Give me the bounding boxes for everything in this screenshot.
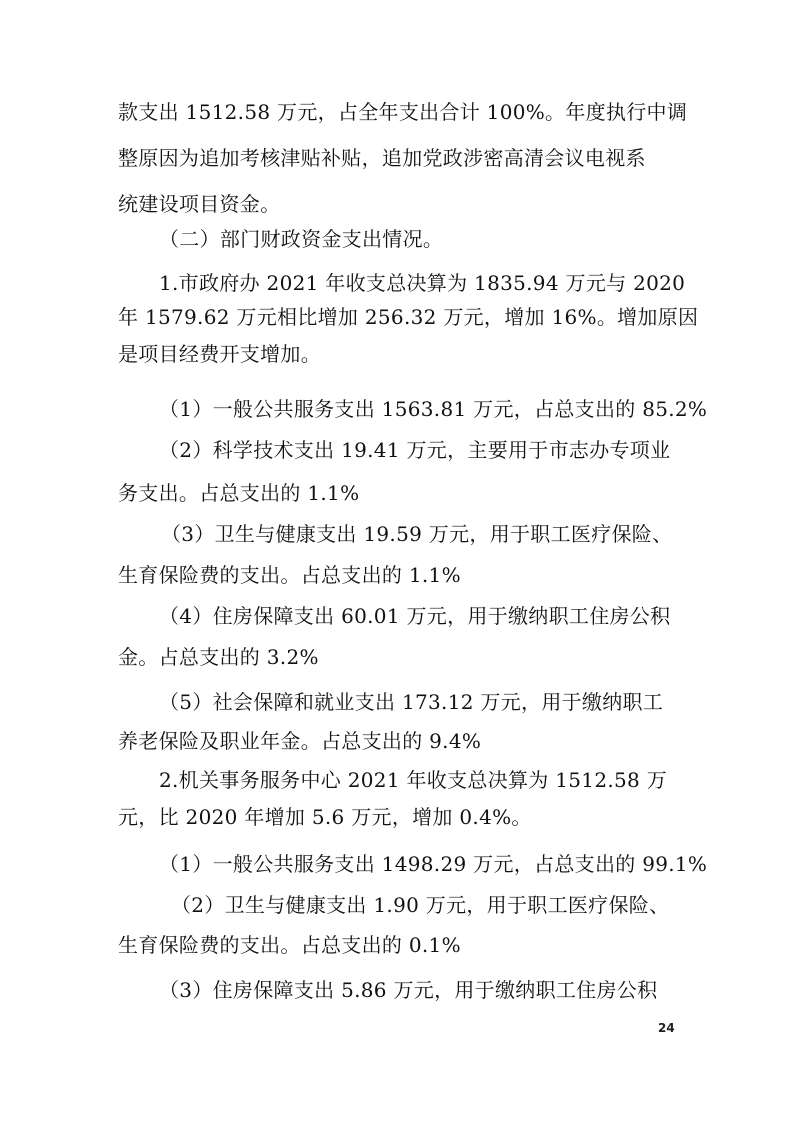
text-line: 年 1579.62 万元相比增加 256.32 万元，增加 16%。增加原因 xyxy=(118,305,699,329)
text-line: 2.机关事务服务中心 2021 年收支总决算为 1512.58 万 xyxy=(159,768,668,792)
text-line: （1）一般公共服务支出 1563.81 万元，占总支出的 85.2% xyxy=(159,397,708,421)
text-line: 1.市政府办 2021 年收支总决算为 1835.94 万元与 2020 xyxy=(159,271,686,295)
page-number: 24 xyxy=(658,1021,675,1035)
text-line: （2）卫生与健康支出 1.90 万元，用于职工医疗保险、 xyxy=(171,893,670,917)
text-line: （4）住房保障支出 60.01 万元，用于缴纳职工住房公积 xyxy=(159,604,671,628)
text-line: 金。占总支出的 3.2% xyxy=(118,645,319,669)
section-heading: （二）部门财政资金支出情况。 xyxy=(159,227,444,251)
text-line: 生育保险费的支出。占总支出的 1.1% xyxy=(118,563,461,587)
text-line: （2）科学技术支出 19.41 万元，主要用于市志办专项业 xyxy=(159,438,671,462)
text-line: （3）住房保障支出 5.86 万元，用于缴纳职工住房公积 xyxy=(159,978,658,1002)
text-line: （3）卫生与健康支出 19.59 万元，用于职工医疗保险、 xyxy=(161,522,673,546)
text-line: （5）社会保障和就业支出 173.12 万元，用于缴纳职工 xyxy=(159,690,664,714)
text-line: 是项目经费开支增加。 xyxy=(118,342,321,366)
text-line: 元，比 2020 年增加 5.6 万元，增加 0.4%。 xyxy=(118,805,532,829)
text-line: 养老保险及职业年金。占总支出的 9.4% xyxy=(118,729,482,753)
text-line: 生育保险费的支出。占总支出的 0.1% xyxy=(118,933,461,957)
text-line: 务支出。占总支出的 1.1% xyxy=(118,481,360,505)
text-line: 统建设项目资金。 xyxy=(118,192,281,216)
text-line: 款支出 1512.58 万元，占全年支出合计 100%。年度执行中调 xyxy=(118,100,688,124)
text-line: 整原因为追加考核津贴补贴，追加党政涉密高清会议电视系 xyxy=(118,146,646,170)
text-line: （1）一般公共服务支出 1498.29 万元，占总支出的 99.1% xyxy=(159,852,708,876)
